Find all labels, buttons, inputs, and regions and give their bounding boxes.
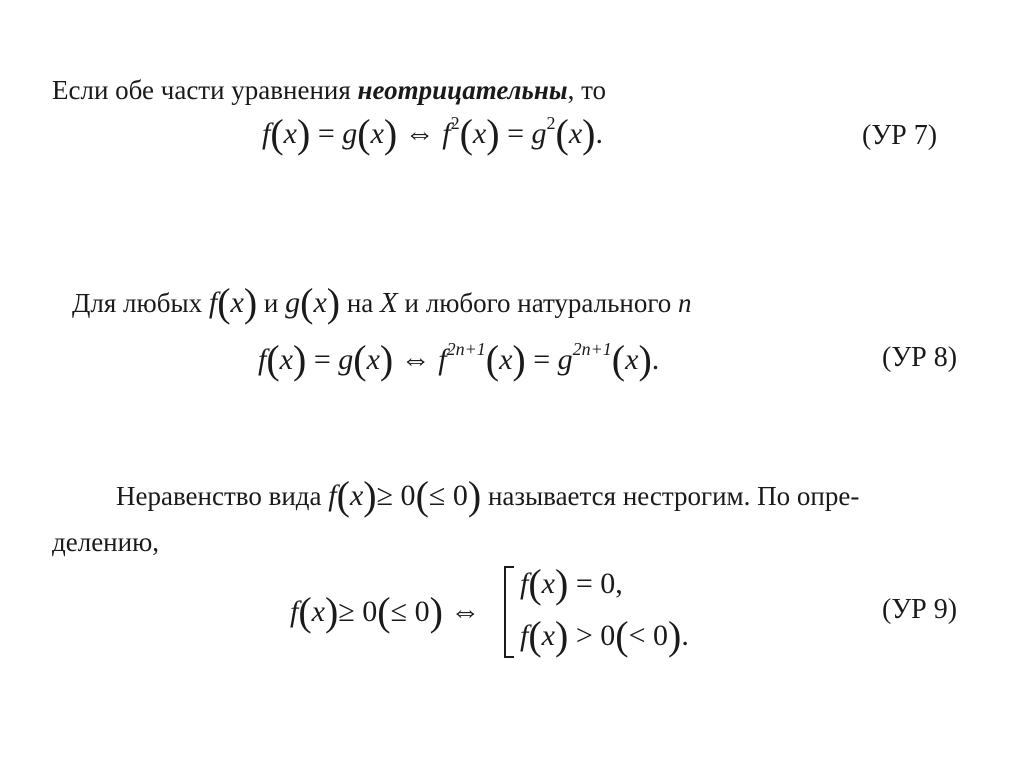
var-x: x: [499, 343, 513, 376]
power: 2: [546, 113, 556, 133]
func-f: f: [438, 343, 447, 376]
equation-label-9: (УР 9): [882, 594, 958, 625]
func-f: f: [262, 117, 271, 150]
func-g: g: [342, 117, 358, 150]
var-x: x: [472, 117, 487, 150]
inline-gx: g(x): [285, 280, 341, 325]
equivalence-sign: ⇔: [450, 595, 481, 628]
equals-sign: =: [533, 343, 551, 376]
case2-alt: < 0: [628, 619, 668, 652]
func-f: f: [290, 595, 299, 628]
block3-text-3: делению,: [52, 527, 159, 557]
block1-formula: f(x) = g(x) ⇔ $f^2(x) = g^2(x)$.: [262, 111, 603, 156]
func-f: f: [520, 567, 529, 600]
equals-sign: =: [507, 117, 524, 150]
block3-formula-left: f(x)≥ 0(≤ 0) ⇔: [290, 589, 481, 634]
block1-text-after: , то: [567, 75, 607, 105]
period: .: [681, 619, 689, 652]
equivalence-sign: ⇔: [400, 343, 431, 376]
inline-inequality: f(x)≥ 0(≤ 0): [328, 473, 482, 518]
func-f: f: [442, 117, 451, 150]
equation-label-7: (УР 7): [862, 120, 938, 151]
var-x: x: [366, 343, 380, 376]
set-X: X: [380, 287, 398, 319]
block3-case-1: f(x) = 0,: [520, 561, 623, 606]
case2-relation: > 0: [575, 619, 616, 652]
period: .: [651, 343, 660, 376]
func-g: g: [557, 343, 573, 376]
var-x: x: [311, 595, 325, 628]
block2-text-4: и любого натурального: [404, 288, 679, 318]
block1-text-before: Если обе части уравнения: [52, 75, 358, 105]
inline-fx: f(x): [208, 280, 258, 325]
func-g: g: [531, 117, 547, 150]
block2-text-2: и: [263, 288, 286, 318]
cases-bracket: [504, 566, 514, 658]
block2-text-1: Для любых: [72, 288, 209, 318]
block2-text-3: на: [346, 288, 381, 318]
var-x: x: [625, 343, 639, 376]
case1-relation: = 0,: [575, 567, 623, 600]
leq-zero: ≤ 0: [390, 595, 430, 628]
func-f: f: [520, 619, 529, 652]
var-x: x: [568, 117, 583, 150]
period: .: [595, 117, 603, 150]
geq-zero: ≥ 0: [338, 595, 378, 628]
block3-case-2: f(x) > 0(< 0).: [520, 613, 689, 658]
block3-text-line1: [116, 473, 860, 518]
var-n: n: [678, 288, 692, 318]
block1-text: [52, 74, 606, 106]
block3-text-line2: [52, 526, 159, 558]
var-x: x: [279, 343, 293, 376]
func-g: g: [338, 343, 354, 376]
func-f: f: [258, 343, 267, 376]
var-x: x: [370, 117, 384, 150]
block2-text: [72, 280, 692, 325]
var-x: x: [283, 117, 297, 150]
block1-text-emph: неотрицательны: [357, 75, 568, 105]
equivalence-sign: ⇔: [404, 117, 435, 150]
equals-sign: =: [313, 343, 331, 376]
block3-text-1: Неравенство вида: [116, 481, 329, 511]
power: 2n+1: [572, 339, 612, 359]
equation-label-8: (УР 8): [882, 342, 958, 373]
equals-sign: =: [317, 117, 335, 150]
var-x: x: [541, 619, 555, 652]
power: 2n+1: [446, 339, 486, 359]
block3-text-2: называется нестрогим. По опре-: [487, 481, 860, 511]
block2-formula: f(x) = g(x) ⇔ $f^{2n+1}(x) = g^{2n+1}(x)$.: [258, 337, 660, 382]
power: 2: [450, 113, 460, 133]
var-x: x: [541, 567, 555, 600]
